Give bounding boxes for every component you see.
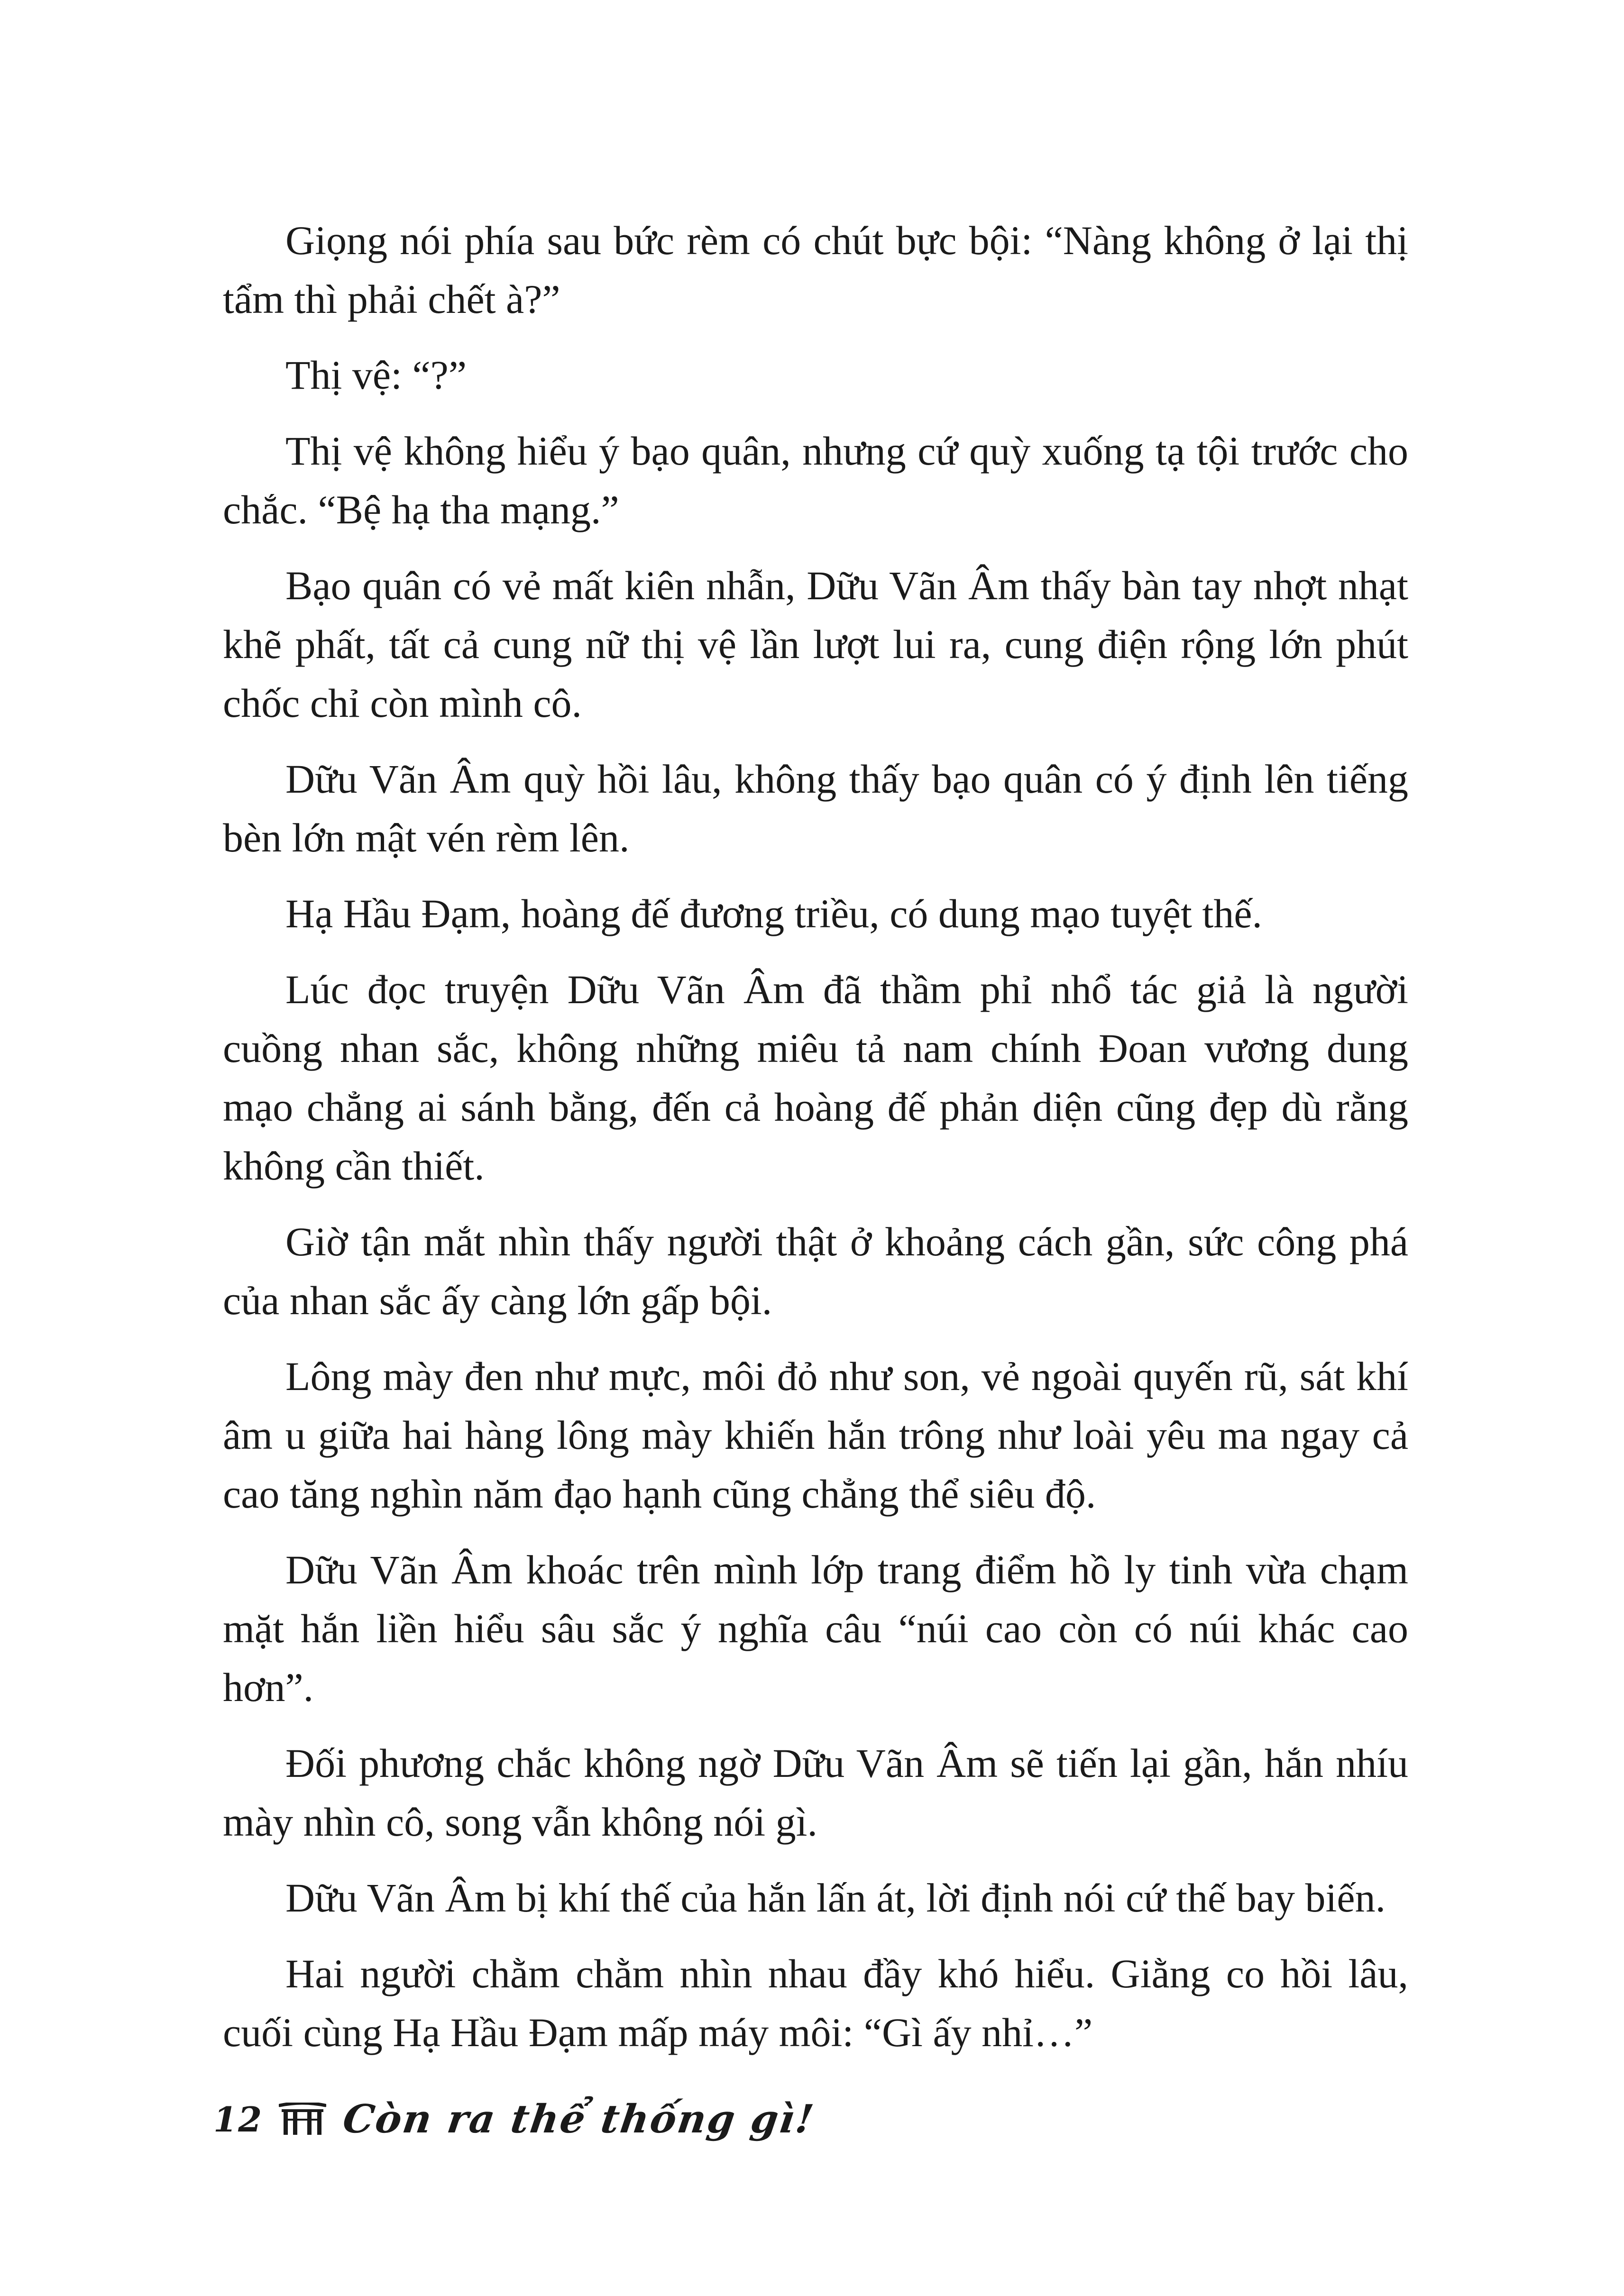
book-title: Còn ra thể thống gì! (340, 2096, 818, 2142)
paragraph: Lông mày đen như mực, môi đỏ như son, vẻ ngoài quyến rũ, sát khí âm u giữa hai hàng lông mày khiến hắn trông như loài yêu ma ngay cả cao tăng nghìn năm đạo hạnh cũng chẳng thể siêu độ. (223, 1354, 1408, 1517)
paragraph: Thị vệ: “?” (285, 352, 467, 398)
body-text (223, 211, 1408, 2079)
paragraph: Hai người chằm chằm nhìn nhau đầy khó hiểu. Giằng co hồi lâu, cuối cùng Hạ Hầu Đạm mấp máy môi: “Gì ấy nhỉ…” (223, 1951, 1408, 2055)
gate-icon (279, 2103, 326, 2136)
paragraph: Dữu Vãn Âm khoác trên mình lớp trang điểm hồ ly tinh vừa chạm mặt hắn liền hiểu sâu sắc ý nghĩa câu “núi cao còn có núi khác cao hơn”. (223, 1547, 1408, 1710)
paragraph: Thị vệ không hiểu ý bạo quân, nhưng cứ quỳ xuống tạ tội trước cho chắc. “Bệ hạ tha mạng.” (223, 428, 1408, 532)
paragraph: Giọng nói phía sau bức rèm có chút bực bội: “Nàng không ở lại thị tẩm thì phải chết à?” (223, 218, 1408, 322)
paragraph: Bạo quân có vẻ mất kiên nhẫn, Dữu Vãn Âm thấy bàn tay nhợt nhạt khẽ phất, tất cả cung nữ thị vệ lần lượt lui ra, cung điện rộng lớn phút chốc chỉ còn mình cô. (223, 563, 1408, 726)
paragraph: Dữu Vãn Âm bị khí thế của hắn lấn át, lời định nói cứ thế bay biến. (285, 1875, 1386, 1921)
paragraph: Hạ Hầu Đạm, hoàng đế đương triều, có dung mạo tuyệt thế. (285, 891, 1263, 936)
paragraph: Giờ tận mắt nhìn thấy người thật ở khoảng cách gần, sức công phá của nhan sắc ấy càng lớn gấp bội. (223, 1219, 1408, 1323)
page-number: 12 (213, 2099, 263, 2140)
paragraph: Dữu Vãn Âm quỳ hồi lâu, không thấy bạo quân có ý định lên tiếng bèn lớn mật vén rèm lên. (223, 756, 1408, 860)
paragraph: Lúc đọc truyện Dữu Vãn Âm đã thầm phỉ nhổ tác giả là người cuồng nhan sắc, không những miêu tả nam chính Đoan vương dung mạo chẳng ai sánh bằng, đến cả hoàng đế phản diện cũng đẹp dù rằng không cần thiết. (223, 967, 1408, 1189)
paragraph: Đối phương chắc không ngờ Dữu Vãn Âm sẽ tiến lại gần, hắn nhíu mày nhìn cô, song vẫn không nói gì. (223, 1740, 1408, 1845)
page-footer (213, 2093, 818, 2145)
